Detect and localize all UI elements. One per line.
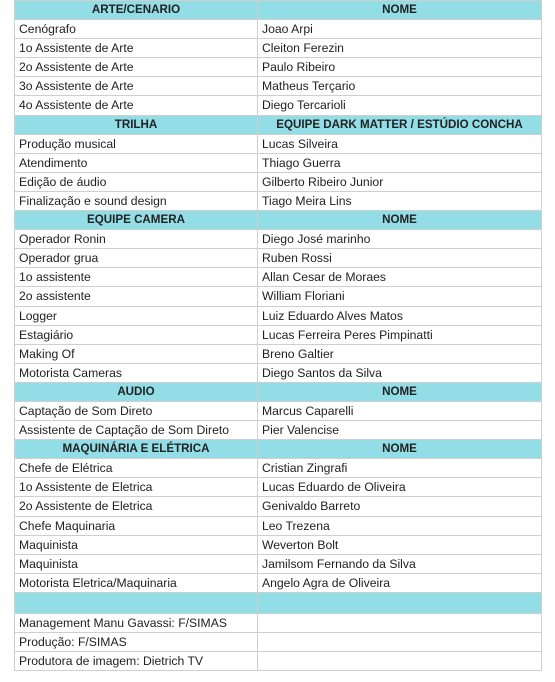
role-cell: Management Manu Gavassi: F/SIMAS [15, 613, 258, 632]
table-row [15, 516, 542, 535]
table-row [15, 268, 542, 287]
name-cell: Matheus Terçario [258, 77, 542, 96]
header-role: TRILHA [15, 115, 258, 134]
table-row [15, 363, 542, 382]
role-cell: Maquinista [15, 554, 258, 573]
role-cell: 4o Assistente de Arte [15, 96, 258, 115]
table-row [15, 613, 542, 632]
header-role: MAQUINÁRIA E ELÉTRICA [15, 440, 258, 459]
role-cell: 1o assistente [15, 268, 258, 287]
name-cell [258, 613, 542, 632]
table-row [15, 134, 542, 153]
table-row [15, 39, 542, 58]
header-name: EQUIPE DARK MATTER / ESTÚDIO CONCHA [258, 115, 542, 134]
table-row [15, 401, 542, 420]
table-row [15, 459, 542, 478]
section-header-arte-cenario [15, 1, 542, 20]
role-cell: Operador grua [15, 249, 258, 268]
name-cell: Cristian Zingrafi [258, 459, 542, 478]
role-cell: Estagiário [15, 325, 258, 344]
table-row [15, 230, 542, 249]
section-header-audio [15, 382, 542, 401]
name-cell: Pier Valencise [258, 421, 542, 440]
table-row [15, 652, 542, 671]
table-row [15, 306, 542, 325]
role-cell: Operador Ronin [15, 230, 258, 249]
table-row [15, 497, 542, 516]
header-role: AUDIO [15, 382, 258, 401]
role-cell: Finalização e sound design [15, 191, 258, 210]
name-cell: Diego José marinho [258, 230, 542, 249]
name-cell: Paulo Ribeiro [258, 58, 542, 77]
section-spacer [15, 592, 542, 613]
header-name: NOME [258, 382, 542, 401]
header-role: EQUIPE CAMERA [15, 211, 258, 230]
name-cell: Joao Arpi [258, 20, 542, 39]
name-cell: Ruben Rossi [258, 249, 542, 268]
header-name: NOME [258, 440, 542, 459]
name-cell: Jamilsom Fernando da Silva [258, 554, 542, 573]
section-header-trilha [15, 115, 542, 134]
role-cell: Cenógrafo [15, 20, 258, 39]
table-row [15, 58, 542, 77]
credits-table [14, 0, 542, 671]
name-cell: Marcus Caparelli [258, 401, 542, 420]
name-cell: Gilberto Ribeiro Junior [258, 172, 542, 191]
name-cell: Angelo Agra de Oliveira [258, 573, 542, 592]
role-cell: 3o Assistente de Arte [15, 77, 258, 96]
name-cell: Luiz Eduardo Alves Matos [258, 306, 542, 325]
name-cell: Weverton Bolt [258, 535, 542, 554]
role-cell: Produção musical [15, 134, 258, 153]
table-row [15, 172, 542, 191]
name-cell: William Floriani [258, 287, 542, 306]
spacer-cell [15, 592, 258, 613]
role-cell: 2o Assistente de Arte [15, 58, 258, 77]
table-row [15, 421, 542, 440]
table-row [15, 325, 542, 344]
name-cell: Leo Trezena [258, 516, 542, 535]
name-cell: Lucas Silveira [258, 134, 542, 153]
name-cell [258, 652, 542, 671]
name-cell: Diego Santos da Silva [258, 363, 542, 382]
role-cell: Logger [15, 306, 258, 325]
role-cell: Motorista Eletrica/Maquinaria [15, 573, 258, 592]
name-cell [258, 633, 542, 652]
spacer-cell [258, 592, 542, 613]
name-cell: Diego Tercarioli [258, 96, 542, 115]
header-name: NOME [258, 211, 542, 230]
role-cell: Making Of [15, 344, 258, 363]
name-cell: Thiago Guerra [258, 153, 542, 172]
name-cell: Tiago Meira Lins [258, 191, 542, 210]
header-name: NOME [258, 1, 542, 20]
role-cell: 1o Assistente de Arte [15, 39, 258, 58]
role-cell: Chefe de Elétrica [15, 459, 258, 478]
table-row [15, 96, 542, 115]
table-row [15, 191, 542, 210]
role-cell: 2o Assistente de Eletrica [15, 497, 258, 516]
header-role: ARTE/CENARIO [15, 1, 258, 20]
section-header-equipe-camera [15, 211, 542, 230]
role-cell: 2o assistente [15, 287, 258, 306]
role-cell: Maquinista [15, 535, 258, 554]
name-cell: Lucas Ferreira Peres Pimpinatti [258, 325, 542, 344]
name-cell: Allan Cesar de Moraes [258, 268, 542, 287]
role-cell: Chefe Maquinaria [15, 516, 258, 535]
name-cell: Breno Galtier [258, 344, 542, 363]
role-cell: Atendimento [15, 153, 258, 172]
table-row [15, 633, 542, 652]
table-row [15, 344, 542, 363]
role-cell: 1o Assistente de Eletrica [15, 478, 258, 497]
name-cell: Genivaldo Barreto [258, 497, 542, 516]
role-cell: Assistente de Captação de Som Direto [15, 421, 258, 440]
section-header-maquinaria-eletrica [15, 440, 542, 459]
table-row [15, 287, 542, 306]
table-row [15, 153, 542, 172]
role-cell: Produtora de imagem: Dietrich TV [15, 652, 258, 671]
table-row [15, 554, 542, 573]
role-cell: Edição de áudio [15, 172, 258, 191]
name-cell: Cleiton Ferezin [258, 39, 542, 58]
role-cell: Produção: F/SIMAS [15, 633, 258, 652]
table-row [15, 77, 542, 96]
role-cell: Motorista Cameras [15, 363, 258, 382]
table-row [15, 20, 542, 39]
table-row [15, 535, 542, 554]
role-cell: Captação de Som Direto [15, 401, 258, 420]
table-row [15, 573, 542, 592]
name-cell: Lucas Eduardo de Oliveira [258, 478, 542, 497]
table-row [15, 249, 542, 268]
table-row [15, 478, 542, 497]
